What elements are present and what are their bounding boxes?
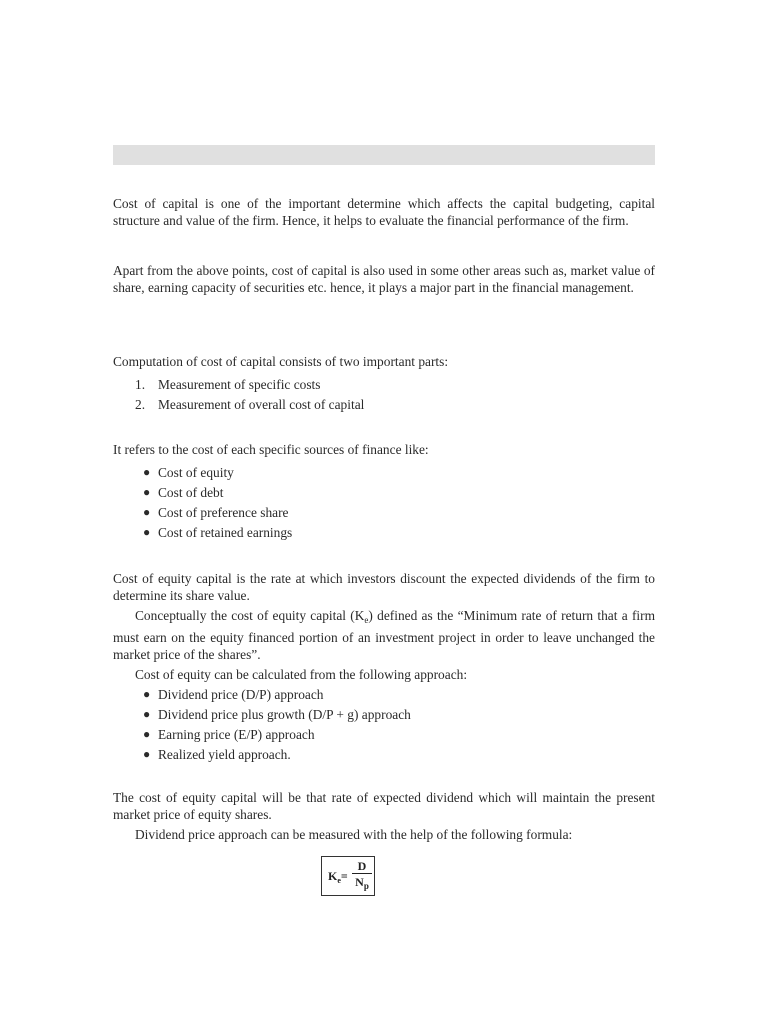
formula-symbol: K bbox=[328, 869, 338, 883]
finance-sources-list bbox=[113, 464, 655, 544]
formula-subscript: e bbox=[337, 876, 341, 885]
formula-box bbox=[321, 856, 375, 896]
bullet-icon: ● bbox=[143, 747, 151, 761]
paragraph-text: It refers to the cost of each specific sources of finance like: bbox=[113, 442, 429, 457]
computation-parts-list bbox=[113, 376, 655, 416]
bullet-icon: ● bbox=[143, 687, 151, 701]
bullet-icon: ● bbox=[143, 707, 151, 721]
paragraph-text: The cost of equity capital will be that rate of expected dividend which will maintain the present market price of equity shares. bbox=[113, 790, 655, 822]
list-item-text: Cost of preference share bbox=[158, 505, 289, 520]
paragraph-text: ) defined as the “Minimum rate of return that a firm must earn on the equity financed portion of an investment project in order to leave unchanged the market price of the shares”. bbox=[113, 608, 655, 662]
list-item bbox=[113, 726, 655, 746]
list-item-text: Realized yield approach. bbox=[158, 747, 291, 762]
equity-approaches-list bbox=[113, 686, 655, 766]
paragraph-dividend-price bbox=[113, 789, 655, 843]
formula-subscript: p bbox=[363, 881, 369, 891]
list-item-text: Dividend price (D/P) approach bbox=[158, 687, 324, 702]
list-item bbox=[113, 376, 655, 396]
list-item bbox=[113, 686, 655, 706]
paragraph-text: Dividend price approach can be measured with the help of the following formula: bbox=[135, 827, 573, 842]
bullet-icon: ● bbox=[143, 525, 151, 539]
paragraph-text: Conceptually the cost of equity capital (K bbox=[135, 608, 365, 623]
bullet-icon: ● bbox=[143, 485, 151, 499]
bullet-icon: ● bbox=[143, 505, 151, 519]
paragraph-intro bbox=[113, 195, 655, 229]
document-page bbox=[113, 0, 655, 1024]
list-item-text: Cost of debt bbox=[158, 485, 224, 500]
bullet-icon: ● bbox=[143, 727, 151, 741]
list-item bbox=[113, 484, 655, 504]
subscript: e bbox=[364, 615, 369, 625]
list-item bbox=[113, 504, 655, 524]
list-item-text: Measurement of specific costs bbox=[158, 377, 321, 392]
paragraph-specific-costs bbox=[113, 441, 655, 544]
paragraph-text: Cost of equity capital is the rate at which investors discount the expected dividends of the firm to determine its share value. bbox=[113, 571, 655, 603]
list-item-text: Dividend price plus growth (D/P + g) approach bbox=[158, 707, 411, 722]
paragraph-cost-of-equity bbox=[113, 570, 655, 766]
paragraph-text: Cost of equity can be calculated from the following approach: bbox=[135, 667, 468, 682]
formula-equals: = bbox=[340, 869, 348, 883]
list-item bbox=[113, 746, 655, 766]
paragraph-text: Cost of capital is one of the important determine which affects the capital budgeting, capital structure and value of the firm. Hence, it helps to evaluate the financial performance of the firm. bbox=[113, 196, 655, 228]
formula-lhs bbox=[328, 868, 348, 889]
formula-numerator: D bbox=[352, 859, 372, 874]
list-item bbox=[113, 464, 655, 484]
formula-symbol: N bbox=[355, 875, 364, 889]
list-item bbox=[113, 396, 655, 416]
paragraph-computation bbox=[113, 353, 655, 416]
list-number: 2. bbox=[135, 397, 146, 412]
paragraph-other-areas bbox=[113, 262, 655, 296]
paragraph-text: Computation of cost of capital consists of two important parts: bbox=[113, 354, 449, 369]
list-item-text: Cost of equity bbox=[158, 465, 234, 480]
list-item bbox=[113, 706, 655, 726]
list-item-text: Measurement of overall cost of capital bbox=[158, 397, 365, 412]
paragraph-text: Apart from the above points, cost of capital is also used in some other areas such as, market value of share, earning capacity of securities etc. hence, it plays a major part in the financial management. bbox=[113, 263, 655, 295]
list-item-text: Earning price (E/P) approach bbox=[158, 727, 315, 742]
bullet-icon: ● bbox=[143, 465, 151, 479]
formula-denominator bbox=[352, 874, 372, 894]
list-number: 1. bbox=[135, 377, 146, 392]
paragraph-conceptual bbox=[113, 607, 655, 663]
list-item-text: Cost of retained earnings bbox=[158, 525, 293, 540]
section-header-bar bbox=[113, 145, 655, 165]
formula-fraction bbox=[352, 859, 372, 894]
list-item bbox=[113, 524, 655, 544]
